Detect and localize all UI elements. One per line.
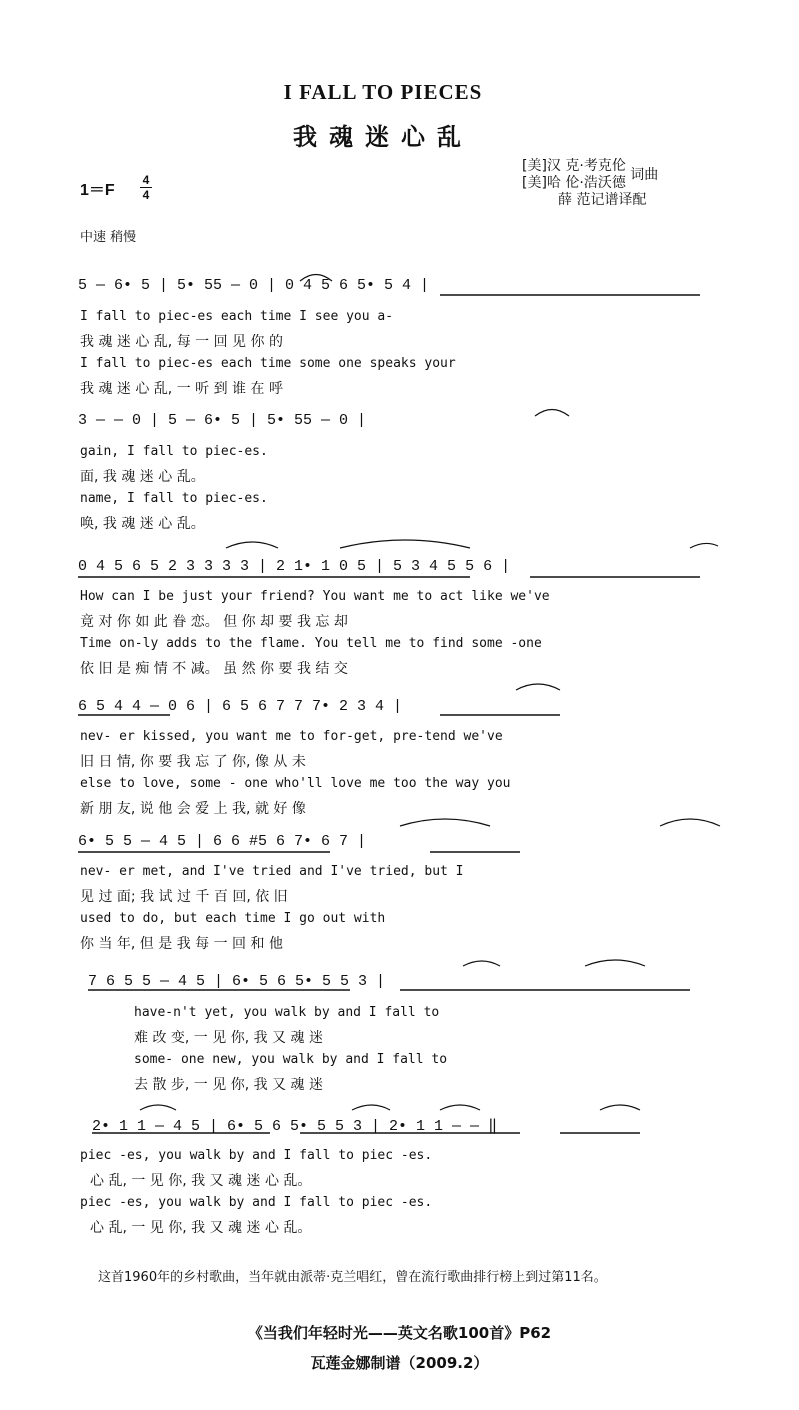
notation-row: 2• 1 1 — 4 5 | 6• 5 6 5• 5 5 3 | 2• 1 1 — — ‖ <box>92 1118 498 1135</box>
tie-arc <box>340 540 470 548</box>
tie-arc <box>300 275 332 282</box>
lyric-line: I fall to piec-es each time I see you a- <box>80 309 394 324</box>
lyric-line: some- one new, you walk by and I fall to <box>134 1052 448 1067</box>
lyric-line: name, I fall to piec-es. <box>80 491 268 506</box>
key-signature: 1＝F <box>80 182 115 199</box>
lyric-line: piec -es, you walk by and I fall to piec -es. <box>80 1148 433 1163</box>
lyric-line: 我 魂 迷 心 乱, 一 听 到 谁 在 呼 <box>80 381 283 397</box>
lyric-line: 新 朋 友, 说 他 会 爱 上 我, 就 好 像 <box>80 801 306 817</box>
notation-row: 3 — — 0 | 5 — 6• 5 | 5• 55 — 0 | <box>78 412 367 429</box>
tie-arc <box>463 961 500 966</box>
tie-arc <box>516 684 560 690</box>
lyric-line: I fall to piec-es each time some one speaks your <box>80 356 456 371</box>
lyric-line: nev- er met, and I've tried and I've tried, but I <box>80 864 464 879</box>
lyric-line: 旧 日 情, 你 要 我 忘 了 你, 像 从 未 <box>80 754 306 770</box>
maker-line: 瓦莲金娜制谱（2009.2） <box>310 1354 489 1372</box>
lyric-line: used to do, but each time I go out with <box>80 911 386 926</box>
lyric-line: 见 过 面; 我 试 过 千 百 回, 依 旧 <box>80 889 288 905</box>
song-title-zh: 我魂迷心乱 <box>293 123 473 151</box>
lyric-line: else to love, some - one who'll love me too the way you <box>80 776 511 791</box>
lyric-line: have-n't yet, you walk by and I fall to <box>134 1005 440 1020</box>
lyric-line: How can I be just your friend? You want me to act like we've <box>80 589 550 604</box>
lyric-line: 依 旧 是 痴 情 不 减。 虽 然 你 要 我 结 交 <box>80 661 348 677</box>
tie-arc <box>226 542 278 548</box>
lyric-line: 面, 我 魂 迷 心 乱。 <box>80 469 205 485</box>
lyric-line: 难 改 变, 一 见 你, 我 又 魂 迷 <box>134 1030 323 1046</box>
lyric-line: 唤, 我 魂 迷 心 乱。 <box>80 516 205 532</box>
time-signature-bottom: 4 <box>142 188 150 202</box>
lyric-line: gain, I fall to piec-es. <box>80 444 268 459</box>
tie-arc <box>400 819 490 826</box>
tempo-marking: 中速 稍慢 <box>80 230 137 245</box>
tie-arc <box>535 410 569 417</box>
notation-row: 6 5 4 4 — 0 6 | 6 5 6 7 7 7• 2 3 4 | <box>78 698 403 715</box>
notation-row: 6• 5 5 — 4 5 | 6 6 #5 6 7• 6 7 | <box>78 833 367 850</box>
tie-arc <box>140 1105 176 1110</box>
lyric-line: 你 当 年, 但 是 我 每 一 回 和 他 <box>80 936 283 952</box>
song-title-en: I FALL TO PIECES <box>283 80 483 104</box>
lyric-line: 心 乱, 一 见 你, 我 又 魂 迷 心 乱。 <box>90 1220 312 1236</box>
time-signature-top: 4 <box>142 173 150 187</box>
source-line: 《当我们年轻时光——英文名歌100首》P62 <box>247 1324 552 1342</box>
tie-arc <box>600 1105 640 1110</box>
notation-row: 7 6 5 5 — 4 5 | 6• 5 6 5• 5 5 3 | <box>88 973 386 990</box>
lyric-line: nev- er kissed, you want me to for-get, pre-tend we've <box>80 729 503 744</box>
tie-arc <box>352 1105 390 1110</box>
lyric-line: 去 散 步, 一 见 你, 我 又 魂 迷 <box>134 1077 323 1093</box>
credit-role: 词曲 <box>630 167 659 183</box>
lyric-line: 心 乱, 一 见 你, 我 又 魂 迷 心 乱。 <box>90 1173 312 1189</box>
lyric-line: Time on-ly adds to the flame. You tell me to find some -one <box>80 636 542 651</box>
tie-arc <box>660 819 720 826</box>
lyric-line: 我 魂 迷 心 乱, 每 一 回 见 你 的 <box>80 334 283 350</box>
credit-line-2: [美]哈 伦·浩沃德 <box>522 175 626 191</box>
notation-row: 0 4 5 6 5 2 3 3 3 3 | 2 1• 1 0 5 | 5 3 4 5 5 6 | <box>78 558 511 575</box>
lyric-line: 竟 对 你 如 此 眷 恋。 但 你 却 要 我 忘 却 <box>80 614 348 630</box>
notation-row: 5 — 6• 5 | 5• 55 — 0 | 0 4 5 6 5• 5 4 | <box>78 277 430 294</box>
tie-arc <box>690 543 718 548</box>
tie-arc <box>440 1105 480 1110</box>
credit-line-3: 薛 范记谱译配 <box>558 192 647 208</box>
tie-arc <box>585 960 645 966</box>
lyric-line: piec -es, you walk by and I fall to piec -es. <box>80 1195 433 1210</box>
footnote: 这首1960年的乡村歌曲，当年就由派蒂·克兰唱红，曾在流行歌曲排行榜上到过第11名。 <box>98 1270 607 1285</box>
credit-line-1: [美]汉 克·考克伦 <box>522 158 626 174</box>
